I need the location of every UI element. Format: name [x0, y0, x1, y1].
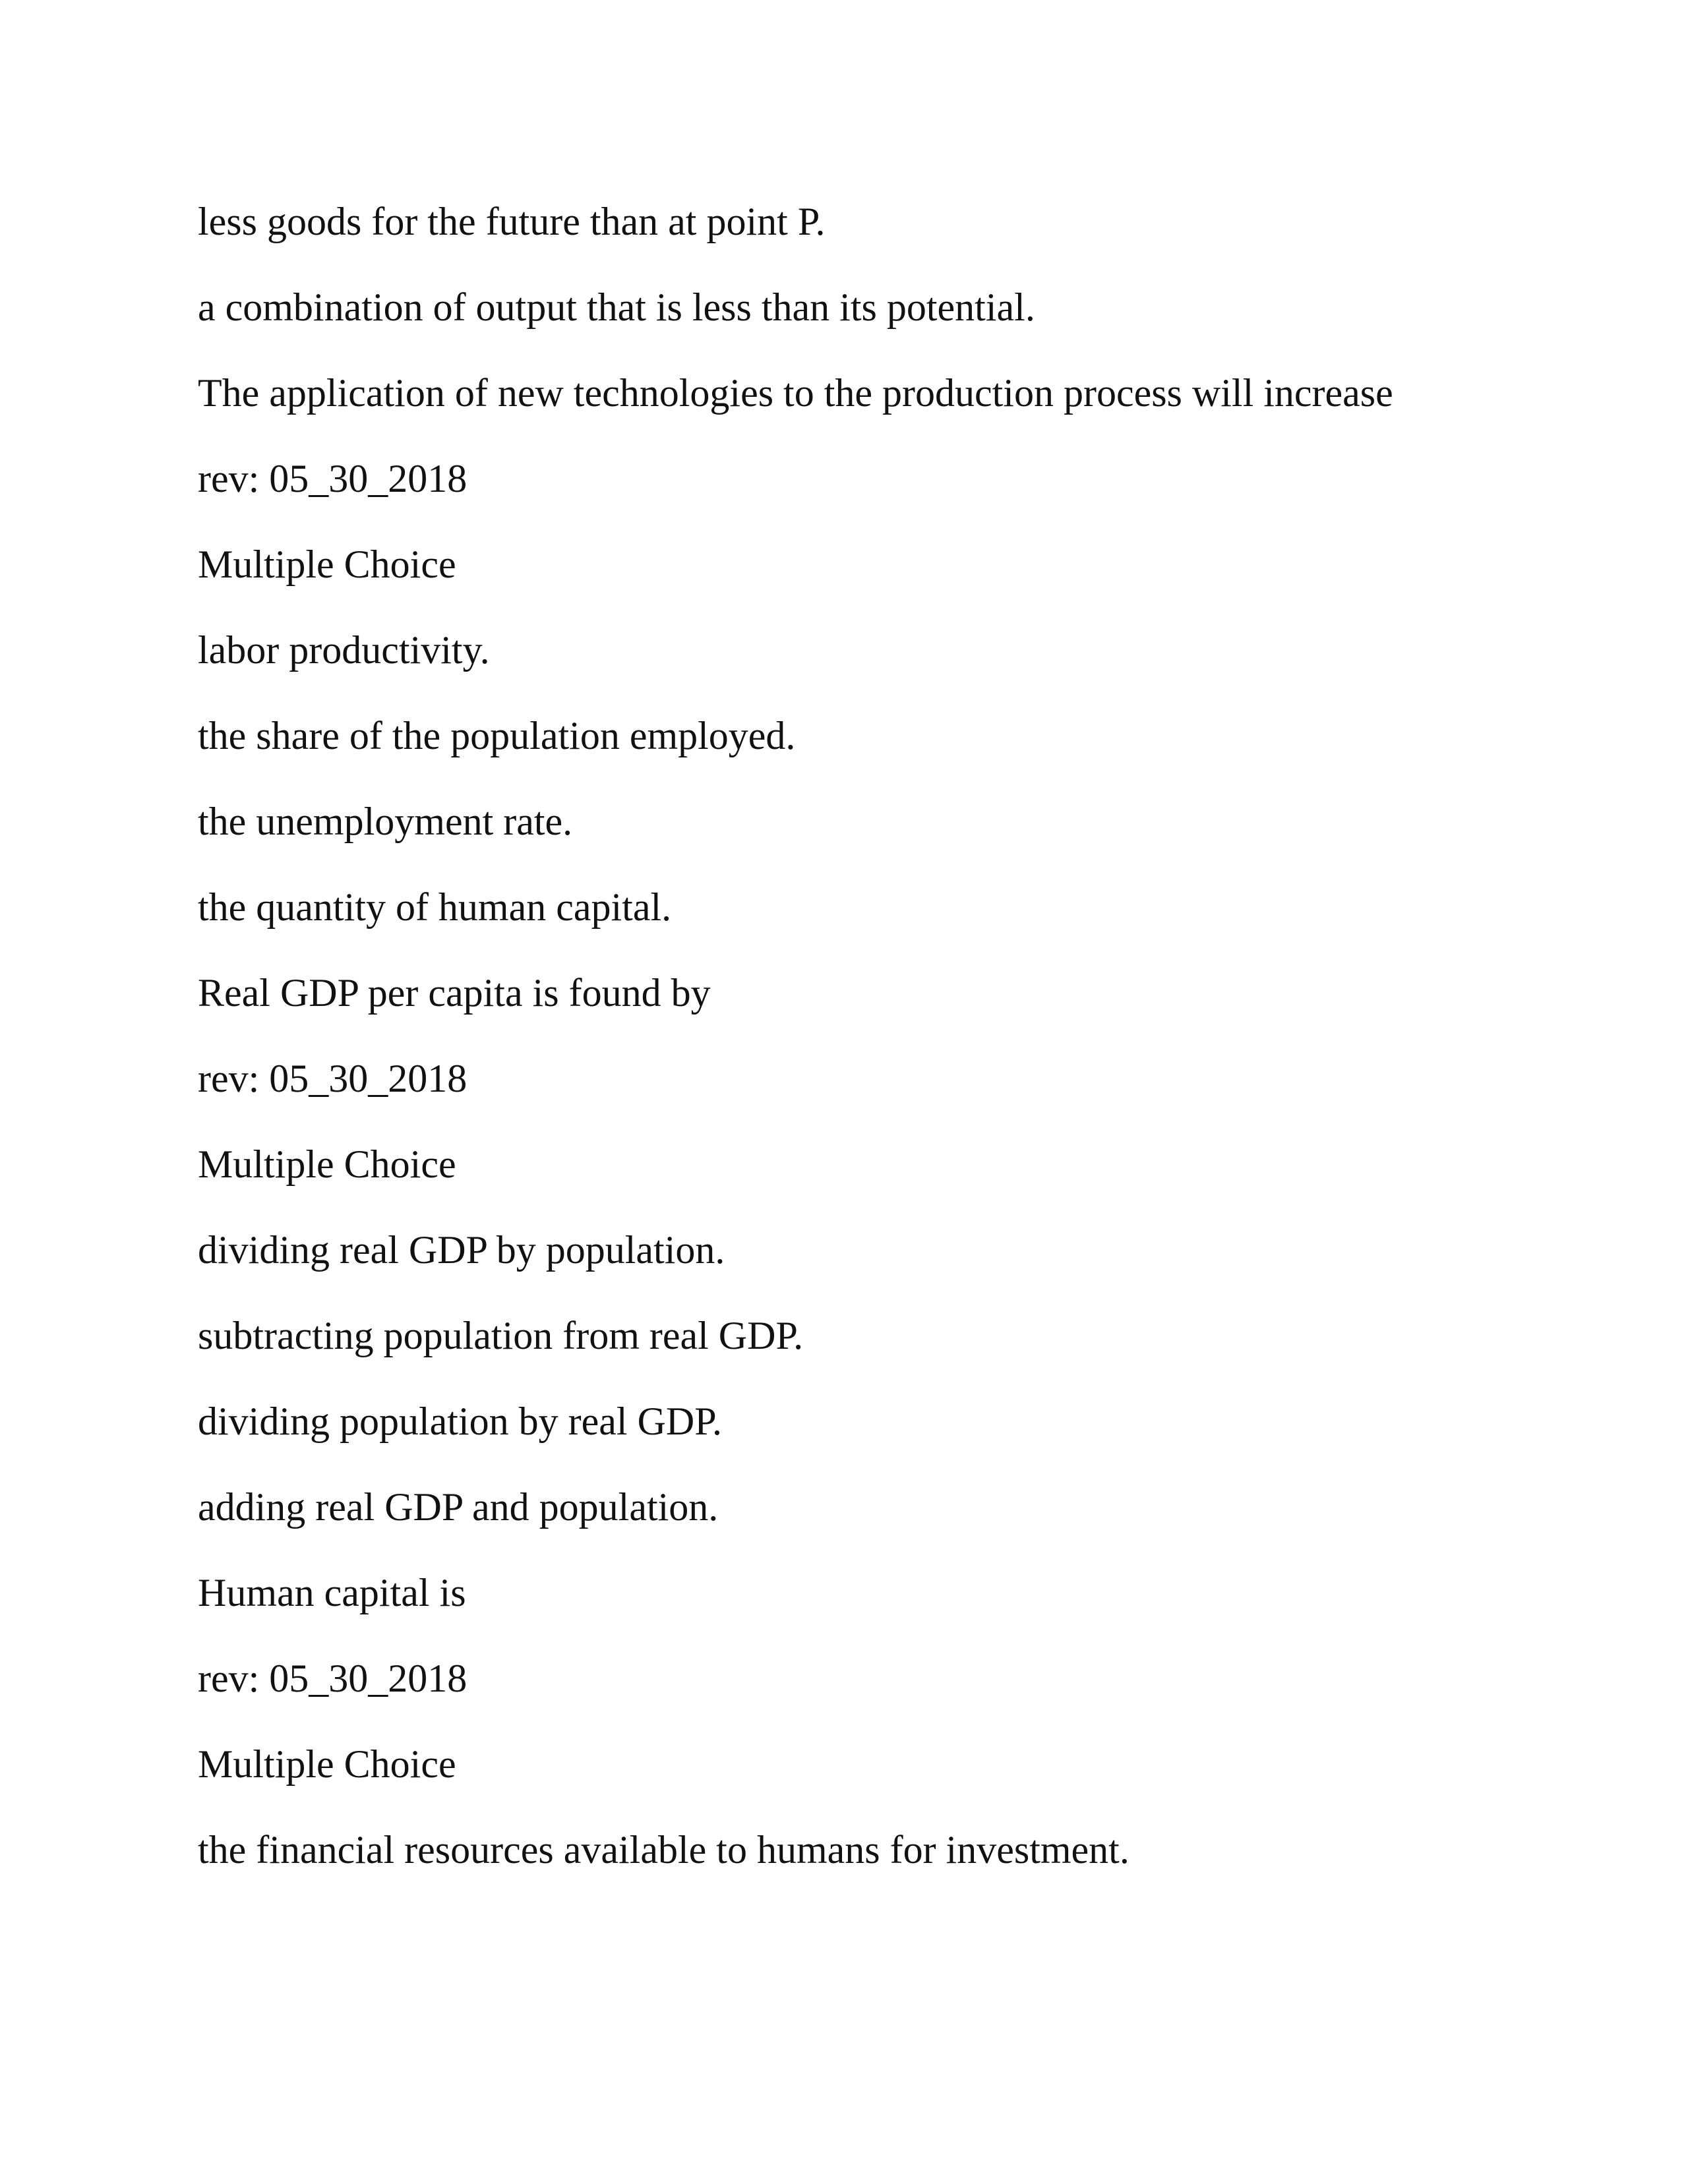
- answer-option: adding real GDP and population.: [198, 1485, 719, 1529]
- question-text: Human capital is: [198, 1571, 466, 1614]
- answer-option: the financial resources available to humans for investment.: [198, 1828, 1130, 1872]
- answer-option: the share of the population employed.: [198, 714, 796, 757]
- answer-option: dividing real GDP by population.: [198, 1228, 725, 1272]
- question-type-label: Multiple Choice: [198, 1142, 456, 1186]
- answer-option: the unemployment rate.: [198, 800, 573, 843]
- question-type-label: Multiple Choice: [198, 1742, 456, 1786]
- answer-option: dividing population by real GDP.: [198, 1400, 722, 1443]
- answer-option: a combination of output that is less than its potential.: [198, 285, 1035, 329]
- revision-label: rev: 05_30_2018: [198, 457, 467, 500]
- answer-option: the quantity of human capital.: [198, 885, 672, 929]
- question-text: Real GDP per capita is found by: [198, 971, 711, 1015]
- document-body: [198, 192, 1490, 1906]
- question-type-label: Multiple Choice: [198, 543, 456, 586]
- revision-label: rev: 05_30_2018: [198, 1057, 467, 1100]
- answer-option: labor productivity.: [198, 628, 490, 672]
- revision-label: rev: 05_30_2018: [198, 1657, 467, 1700]
- answer-option: less goods for the future than at point P.: [198, 200, 826, 243]
- question-text: The application of new technologies to the production process will increase: [198, 371, 1393, 415]
- answer-option: subtracting population from real GDP.: [198, 1314, 804, 1357]
